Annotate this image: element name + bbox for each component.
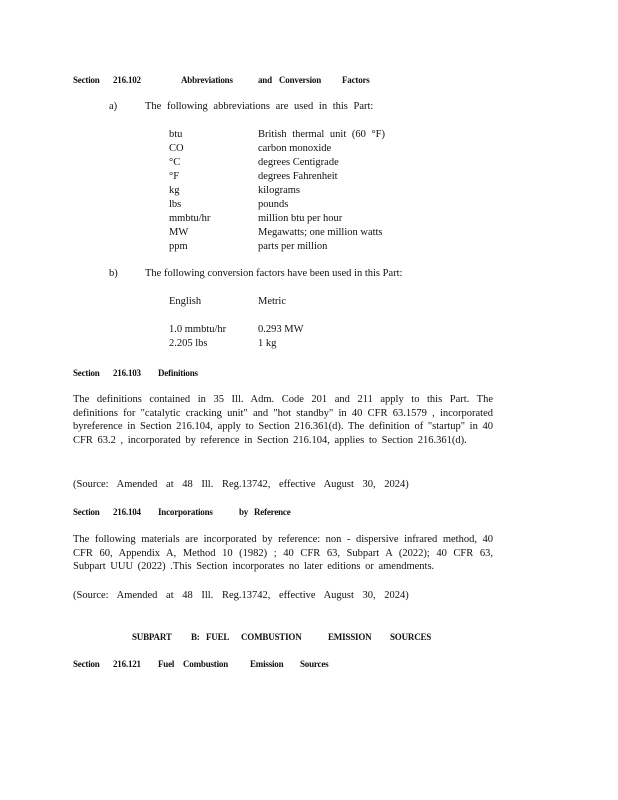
section-216-103-title: Definitions — [158, 368, 198, 378]
abbreviation-meaning: carbon monoxide — [258, 143, 332, 154]
abbreviation-term: °F — [169, 171, 180, 182]
abbreviation-term: kg — [169, 185, 180, 196]
section-216-102-title-word: Abbreviations — [181, 75, 233, 85]
subpart-heading-word: EMISSION — [328, 632, 372, 642]
section-216-102-label: Section — [73, 75, 100, 85]
section-216-103-source-note: (Source: Amended at 48 Ill. Reg.13742, effective August 30, 2024) — [73, 479, 409, 490]
abbreviation-meaning: degrees Centigrade — [258, 157, 339, 168]
abbreviation-term: MW — [169, 227, 189, 238]
incorporations-paragraph: The following materials are incorporated by reference: non - dispersive infrared method, 40 CFR 60, Appendix A, Method 10 (1982) ; 40 CFR 63, Subpart A (2022); 40 CFR 63, Subpart UUU (2022) .This Section incorporates no later editions or amendments. — [73, 534, 493, 572]
conversion-english-value: 1.0 mmbtu/hr — [169, 324, 227, 335]
section-216-104-source-note: (Source: Amended at 48 Ill. Reg.13742, effective August 30, 2024) — [73, 590, 409, 601]
conversion-header-english: English — [169, 296, 202, 307]
section-216-104-number: 216.104 — [113, 507, 141, 517]
abbreviation-term: btu — [169, 129, 183, 140]
subsection-b-intro: The following conversion factors have been used in this Part: — [145, 268, 403, 279]
section-216-121-title-word: Sources — [300, 659, 329, 669]
abbreviation-meaning: parts per million — [258, 241, 328, 252]
conversion-metric-value: 0.293 MW — [258, 324, 304, 335]
section-216-102-title-word: Conversion — [279, 75, 322, 85]
section-216-102-title-word: Factors — [342, 75, 370, 85]
section-216-121-label: Section — [73, 659, 100, 669]
definitions-paragraph: The definitions contained in 35 Ill. Adm. Code 201 and 211 apply to this Part. The definitions for "catalytic cracking unit" and "hot standby" in 40 CFR 63.1579 , incorporated byreference in Section 216.104, apply to Section 216.361(d). The definition of "startup" in 40 CFR 63.2 , incorporated by reference in Section 216.104, applies to Section 216.361(d). — [73, 394, 493, 446]
section-216-121-number: 216.121 — [113, 659, 141, 669]
abbreviation-term: ppm — [169, 241, 188, 252]
abbreviation-term: lbs — [169, 199, 182, 210]
section-216-102-number: 216.102 — [113, 75, 141, 85]
abbreviation-meaning: degrees Fahrenheit — [258, 171, 338, 182]
section-216-103-number: 216.103 — [113, 368, 141, 378]
subpart-heading-word: COMBUSTION — [241, 632, 302, 642]
conversion-english-value: 2.205 lbs — [169, 338, 208, 349]
section-216-102-title-word: and — [258, 75, 272, 85]
abbreviation-term: °C — [169, 157, 181, 168]
subsection-b-label: b) — [109, 268, 118, 279]
abbreviation-meaning: British thermal unit (60 °F) — [258, 129, 386, 140]
section-216-121-title-word: Combustion — [183, 659, 229, 669]
abbreviation-meaning: kilograms — [258, 185, 300, 196]
section-216-103-label: Section — [73, 368, 100, 378]
abbreviation-term: CO — [169, 143, 184, 154]
section-216-121-title-word: Fuel — [158, 659, 175, 669]
abbreviation-meaning: pounds — [258, 199, 289, 210]
subpart-heading-word: FUEL — [206, 632, 230, 642]
abbreviation-meaning: million btu per hour — [258, 213, 343, 224]
subsection-a-intro: The following abbreviations are used in this Part: — [145, 101, 374, 112]
subsection-a-label: a) — [109, 101, 118, 112]
section-216-104-title-word: by — [239, 507, 249, 517]
subpart-heading-word: SUBPART — [132, 632, 172, 642]
section-216-104-label: Section — [73, 507, 100, 517]
subpart-heading-word: SOURCES — [390, 632, 432, 642]
subpart-heading-word: B: — [191, 632, 200, 642]
abbreviation-meaning: Megawatts; one million watts — [258, 227, 383, 238]
section-216-104-title-word: Reference — [254, 507, 291, 517]
conversion-metric-value: 1 kg — [258, 338, 277, 349]
conversion-header-metric: Metric — [258, 296, 286, 307]
section-216-104-title-word: Incorporations — [158, 507, 213, 517]
abbreviation-term: mmbtu/hr — [169, 213, 211, 224]
section-216-121-title-word: Emission — [250, 659, 284, 669]
